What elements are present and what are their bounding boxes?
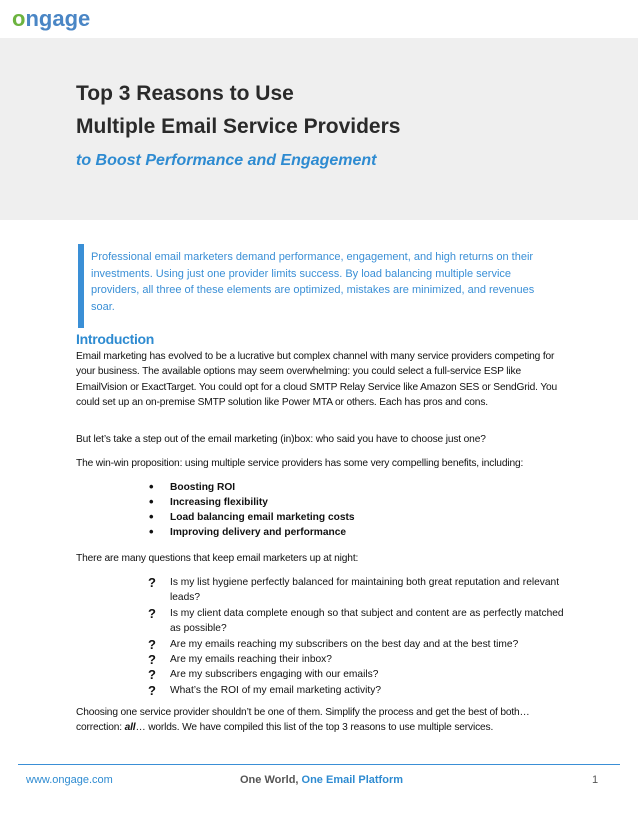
question-mark-icon: ?	[148, 682, 156, 698]
list-item: • Increasing flexibility	[146, 495, 546, 510]
list-item: ? Are my subscribers engaging with our emails?	[148, 667, 379, 683]
section-heading-introduction: Introduction	[76, 331, 155, 347]
list-item: ? Is my client data complete enough so that subject and content are as perfectly matched as possible?	[148, 605, 564, 635]
intro-paragraph-5: Choosing one service provider shouldn’t be one of them. Simplify the process and get the best of both…correction: all… worlds. We have compiled this list of the top 3 reasons to use multiple services.	[76, 707, 530, 734]
list-item: • Boosting ROI	[146, 480, 546, 495]
list-item: ? Are my emails reaching their inbox?	[148, 652, 332, 668]
title-line-1: Top 3 Reasons to Use	[76, 82, 294, 105]
header-bar	[0, 0, 638, 38]
question-mark-icon: ?	[148, 652, 156, 668]
title-line-2: Multiple Email Service Providers	[76, 115, 401, 138]
list-item: • Improving delivery and performance	[146, 525, 546, 540]
benefits-list	[146, 480, 546, 540]
question-mark-icon: ?	[148, 667, 156, 683]
ongage-logo[interactable]: ongage	[12, 6, 91, 31]
page-number: 1	[592, 774, 599, 786]
footer-tagline: One World, One Email Platform	[240, 774, 404, 786]
list-item: ? Is my list hygiene perfectly balanced for maintaining both great reputation and relevant leads?	[148, 575, 560, 604]
footer-url-link[interactable]: www.ongage.com	[26, 774, 113, 786]
pull-quote	[78, 244, 558, 328]
list-item: • Load balancing email marketing costs	[146, 510, 546, 525]
question-mark-icon: ?	[148, 605, 156, 621]
intro-paragraph-1: Email marketing has evolved to be a lucrative but complex channel with many service providers competing for your business. The available options may seem overwhelming: you could select a full-service ESP like EmailVision or ExactTarget. You could opt for a cloud SMTP Relay Service like Amazon SES or SendGrid. You could set up an on-premise SMTP solution like Power MTA or others. Each has pros and cons.	[76, 351, 558, 409]
question-mark-icon: ?	[148, 636, 156, 652]
intro-paragraph-3: The win-win proposition: using multiple service providers has some very compelling benefits, including:	[76, 458, 524, 469]
intro-paragraph-4: There are many questions that keep email marketers up at night:	[76, 553, 359, 564]
quote-bar	[78, 244, 84, 328]
subtitle: to Boost Performance and Engagement	[76, 152, 377, 169]
list-item: ? Are my emails reaching my subscribers on the best day and at the best time?	[148, 636, 519, 652]
footer-divider	[18, 764, 620, 765]
question-mark-icon: ?	[148, 575, 156, 590]
questions-list	[146, 575, 566, 698]
list-item: ? What’s the ROI of my email marketing activity?	[148, 682, 381, 698]
pull-quote-text: Professional email marketers demand performance, engagement, and high returns on their investments. Using just one provider limits success. By load balancing multiple service providers, all three of these elements are optimized, mistakes are minimized, and revenues soar.	[91, 251, 535, 313]
intro-paragraph-2: But let’s take a step out of the email marketing (in)box: who said you have to choose just one?	[76, 434, 486, 445]
